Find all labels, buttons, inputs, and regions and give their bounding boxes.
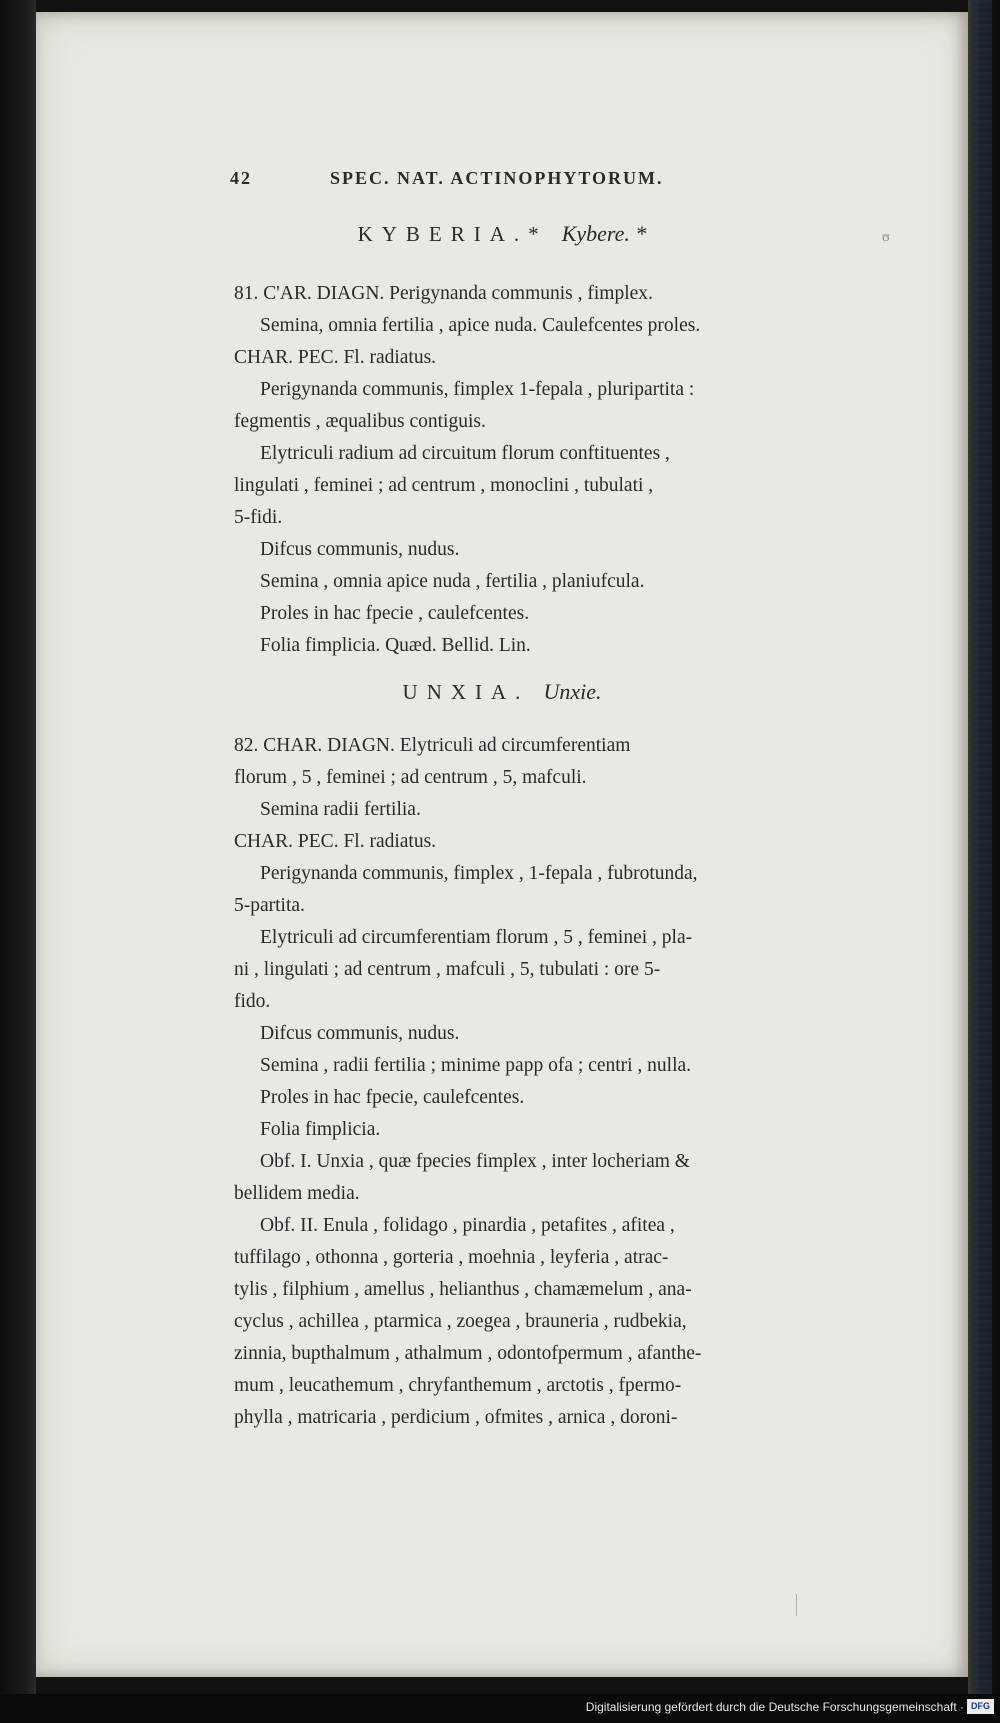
- text-line: phylla , matricaria , perdicium , ofmites , arnica , doroni-: [234, 1407, 678, 1428]
- genus-vernacular: Kybere. *: [561, 221, 647, 246]
- text-line: Elytriculi radium ad circuitum florum conftituentes ,: [260, 443, 670, 464]
- genus-heading-unxia: [36, 676, 968, 710]
- page-number: 42: [230, 168, 252, 188]
- text-line: 5-partita.: [234, 895, 305, 916]
- text-line: lingulati , feminei ; ad centrum , monoclini , tubulati ,: [234, 475, 654, 496]
- right-binding-edge: [968, 0, 1000, 1723]
- text-line: tuffilago , othonna , gorteria , moehnia , leyferia , atrac-: [234, 1247, 669, 1268]
- text-line: bellidem media.: [234, 1183, 360, 1204]
- text-line: ni , lingulati ; ad centrum , mafculi , 5, tubulati : ore 5-: [234, 959, 661, 980]
- text-line: Folia fimplicia.: [260, 1119, 381, 1140]
- left-binding-edge: [0, 0, 36, 1723]
- text-line: fido.: [234, 991, 271, 1012]
- text-line: Obf. II. Enula , folidago , pinardia , petafites , afitea ,: [260, 1215, 675, 1236]
- text-line: 82. CHAR. DIAGN. Elytriculi ad circumferentiam: [234, 735, 631, 756]
- binding-cloth: [974, 0, 992, 1723]
- text-line: Obf. I. Unxia , quæ fpecies fimplex , inter locheriam &: [260, 1151, 690, 1172]
- genus-name: KYBERIA.*: [357, 222, 548, 246]
- text-line: zinnia, bupthalmum , athalmum , odontofpermum , afanthe-: [234, 1343, 702, 1364]
- text-line: fegmentis , æqualibus contiguis.: [234, 411, 486, 432]
- text-line: Perigynanda communis, fimplex , 1-fepala , fubrotunda,: [260, 863, 698, 884]
- text-line: Proles in hac fpecie , caulefcentes.: [260, 603, 530, 624]
- text-line: cyclus , achillea , ptarmica , zoegea , brauneria , rudbekia,: [234, 1311, 687, 1332]
- genus-vernacular: Unxie.: [543, 679, 602, 704]
- text-line: tylis , filphium , amellus , helianthus , chamæmelum , ana-: [234, 1279, 692, 1300]
- text-line: Difcus communis, nudus.: [260, 1023, 460, 1044]
- digitization-footer: [0, 1694, 1000, 1723]
- text-line: Difcus communis, nudus.: [260, 539, 460, 560]
- text-line: 81. C'AR. DIAGN. Perigynanda communis , fimplex.: [234, 283, 653, 304]
- text-line: CHAR. PEC. Fl. radiatus.: [234, 347, 437, 368]
- genus-name: UNXIA.: [402, 680, 530, 704]
- text-line: 5-fidi.: [234, 507, 283, 528]
- text-line: Proles in hac fpecie, caulefcentes.: [260, 1087, 525, 1108]
- paper-mark: [796, 1594, 797, 1616]
- genus-heading-kyberia: [36, 218, 968, 252]
- text-line: Perigynanda communis, fimplex 1-fepala , pluripartita :: [260, 379, 695, 400]
- running-title: SPEC. NAT. ACTINOPHYTORUM.: [330, 168, 664, 188]
- text-line: Semina , radii fertilia ; minime papp ofa ; centri , nulla.: [260, 1055, 692, 1076]
- dfg-logo: DFG: [967, 1699, 994, 1714]
- text-line: Semina radii fertilia.: [260, 799, 421, 820]
- text-line: Folia fimplicia. Quæd. Bellid. Lin.: [260, 635, 531, 656]
- digitization-note: Digitalisierung gefördert durch die Deutsche Forschungsgemeinschaft ·: [585, 1700, 964, 1714]
- text-line: mum , leucathemum , chryfanthemum , arctotis , fpermo-: [234, 1375, 682, 1396]
- text-line: Semina , omnia apice nuda , fertilia , planiufcula.: [260, 571, 645, 592]
- text-line: florum , 5 , feminei ; ad centrum , 5, mafculi.: [234, 767, 587, 788]
- text-line: Elytriculi ad circumferentiam florum , 5 , feminei , pla-: [260, 927, 693, 948]
- text-line: CHAR. PEC. Fl. radiatus.: [234, 831, 437, 852]
- margin-mark: ʊ: [882, 230, 890, 245]
- text-line: Semina, omnia fertilia , apice nuda. Caulefcentes proles.: [260, 315, 701, 336]
- book-page: [36, 12, 968, 1677]
